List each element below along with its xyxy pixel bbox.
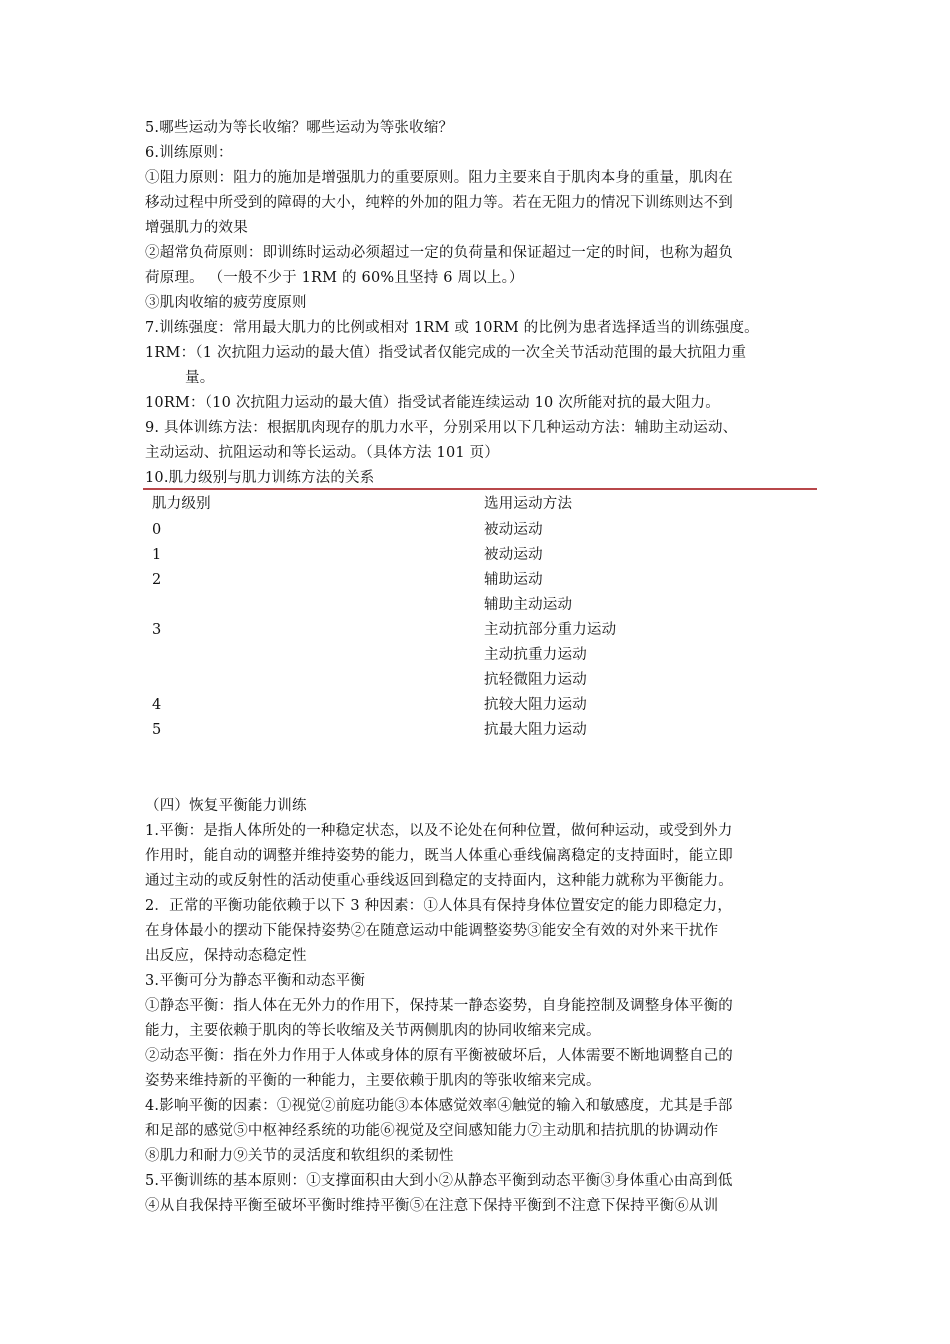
paragraph-line: 作用时，能自动的调整并维持姿势的能力，既当人体重心垂线偏离稳定的支持面时，能立即 [145,848,733,864]
paragraph-line: ④从自我保持平衡至破坏平衡时维持平衡⑤在注意下保持平衡到不注意下保持平衡⑥从训 [145,1198,719,1214]
paragraph-line: 通过主动的或反射性的活动使重心垂线返回到稳定的支持面内，这种能力就称为平衡能力。 [145,873,733,889]
paragraph-line: 量。 [185,370,215,386]
table-cell-method: 被动运动 [484,547,543,563]
table-cell-grade: 5 [152,722,162,738]
paragraph-line: 在身体最小的摆动下能保持姿势②在随意运动中能调整姿势③能安全有效的对外来干扰作 [145,923,719,939]
paragraph-line: 5.平衡训练的基本原则：①支撑面积由大到小②从静态平衡到动态平衡③身体重心由高到低 [145,1173,733,1189]
section-heading-balance: （四）恢复平衡能力训练 [145,798,307,814]
table-cell-method: 主动抗重力运动 [484,647,587,663]
table-cell-method: 抗最大阻力运动 [484,722,587,738]
table-cell-method: 抗轻微阻力运动 [484,672,587,688]
paragraph-line: 2．正常的平衡功能依赖于以下 3 种因素：①人体具有保持身体位置安定的能力即稳定力， [145,898,733,914]
table-cell-method: 辅助运动 [484,572,543,588]
paragraph-line: 移动过程中所受到的障碍的大小，纯粹的外加的阻力等。若在无阻力的情况下训练则达不到 [145,195,733,211]
table-cell-grade: 4 [152,697,162,713]
table-cell-grade: 0 [152,522,162,538]
paragraph-line: 出反应，保持动态稳定性 [145,948,307,964]
paragraph-line: ③肌肉收缩的疲劳度原则 [145,295,307,311]
paragraph-line: 主动运动、抗阻运动和等长运动。（具体方法 101 页） [145,445,500,461]
table-cell-method: 主动抗部分重力运动 [484,622,617,638]
question-line: 5.哪些运动为等长收缩？哪些运动为等张收缩？ [145,120,454,136]
paragraph-line: 3.平衡可分为静态平衡和动态平衡 [145,973,366,989]
table-cell-grade: 3 [152,622,162,638]
table-cell-grade: 2 [152,572,162,588]
paragraph-line: ②超常负荷原则：即训练时运动必须超过一定的负荷量和保证超过一定的时间，也称为超负 [145,245,733,261]
table-cell-method: 抗较大阻力运动 [484,697,587,713]
paragraph-line: 1.平衡：是指人体所处的一种稳定状态，以及不论处在何种位置，做何种运动，或受到外力 [145,823,733,839]
paragraph-line: 10RM：（10 次抗阻力运动的最大值）指受试者能连续运动 10 次所能对抗的最大阻力。 [145,395,720,411]
paragraph-line: ①静态平衡：指人体在无外力的作用下，保持某一静态姿势，自身能控制及调整身体平衡的 [145,998,733,1014]
table-header-grade: 肌力级别 [152,496,211,512]
table-top-rule [143,488,817,490]
paragraph-line: 荷原理。 （一般不少于 1RM 的 60%且坚持 6 周以上。） [145,270,524,286]
table-cell-grade: 1 [152,547,162,563]
paragraph-line: 姿势来维持新的平衡的一种能力，主要依赖于肌肉的等张收缩来完成。 [145,1073,601,1089]
paragraph-line: 9. 具体训练方法：根据肌肉现存的肌力水平，分别采用以下几种运动方法：辅助主动运动、 [145,420,738,436]
table-cell-method: 辅助主动运动 [484,597,573,613]
paragraph-line: 1RM：（1 次抗阻力运动的最大值）指受试者仅能完成的一次全关节活动范围的最大抗阻力重 [145,345,747,361]
paragraph-line: ②动态平衡：指在外力作用于人体或身体的原有平衡被破坏后，人体需要不断地调整自己的 [145,1048,733,1064]
table-caption: 10.肌力级别与肌力训练方法的关系 [145,470,375,486]
paragraph-line: 能力，主要依赖于肌肉的等长收缩及关节两侧肌肉的协同收缩来完成。 [145,1023,601,1039]
paragraph-line: ⑧肌力和耐力⑨关节的灵活度和软组织的柔韧性 [145,1148,454,1164]
paragraph-line: 4.影响平衡的因素：①视觉②前庭功能③本体感觉效率④触觉的输入和敏感度，尤其是手部 [145,1098,733,1114]
paragraph-line: 和足部的感觉⑤中枢神经系统的功能⑥视觉及空间感知能力⑦主动肌和拮抗肌的协调动作 [145,1123,719,1139]
paragraph-line: 增强肌力的效果 [145,220,248,236]
table-cell-method: 被动运动 [484,522,543,538]
paragraph-line: 7.训练强度：常用最大肌力的比例或相对 1RM 或 10RM 的比例为患者选择适当的训练强度。 [145,320,759,336]
paragraph-line: ①阻力原则：阻力的施加是增强肌力的重要原则。阻力主要来自于肌肉本身的重量，肌肉在 [145,170,733,186]
table-header-method: 选用运动方法 [484,496,573,512]
heading-training-principles: 6.训练原则： [145,145,233,161]
